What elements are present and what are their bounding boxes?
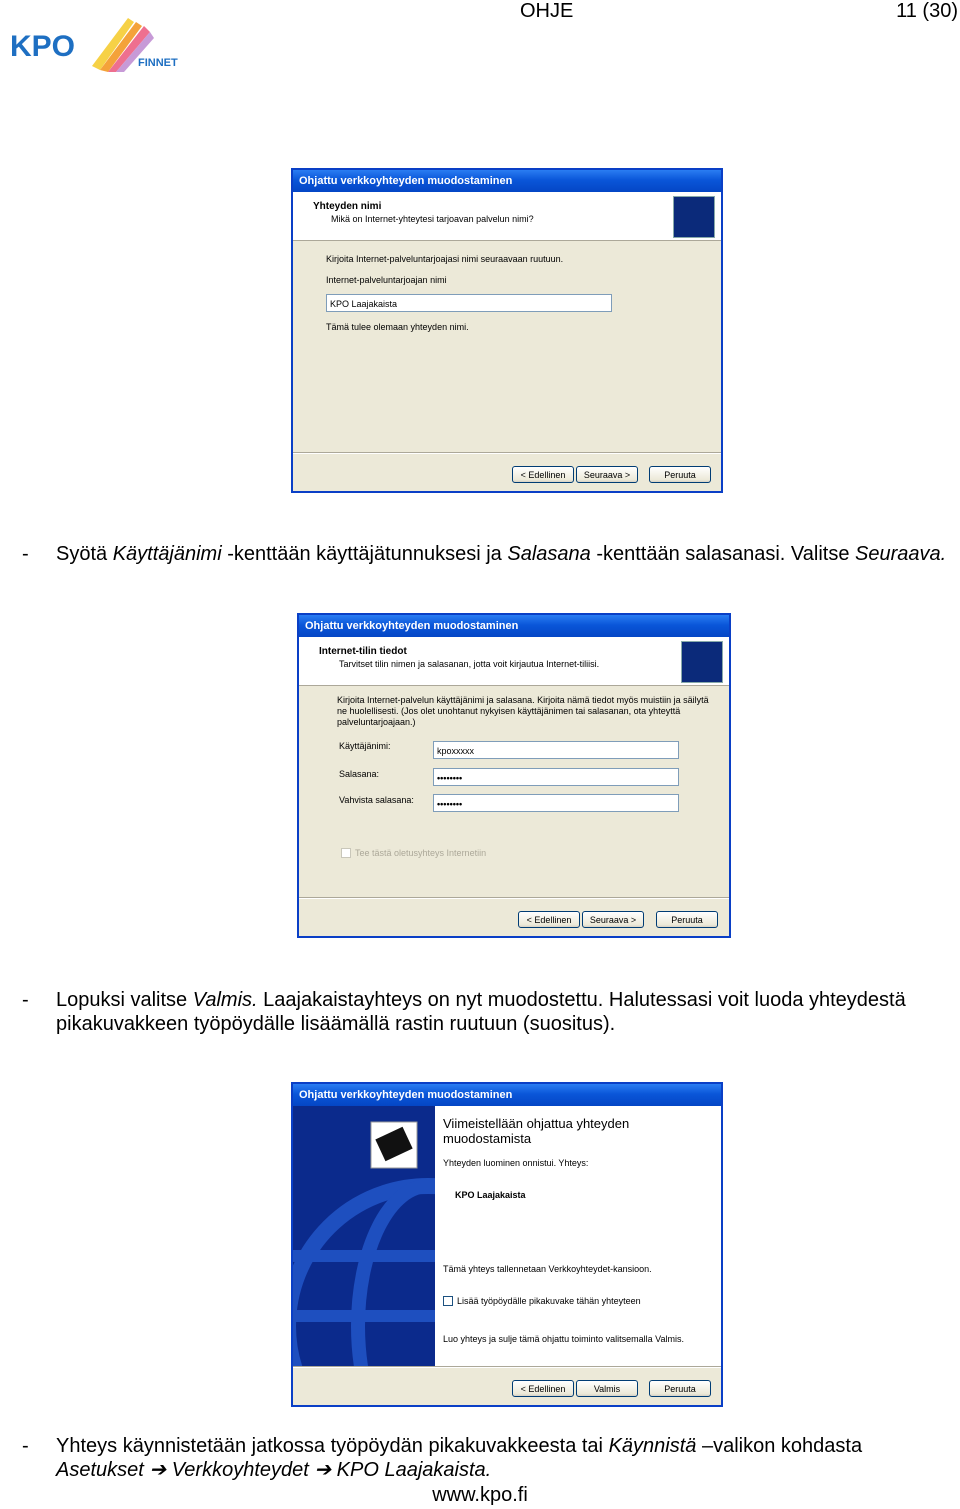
finish-button[interactable]: Valmis xyxy=(576,1380,638,1397)
wizard-dialog-account-info xyxy=(297,613,731,938)
footer-url[interactable]: www.kpo.fi xyxy=(432,1484,528,1506)
confirm-password-input[interactable]: •••••••• xyxy=(433,794,679,812)
saved-info-text: Tämä yhteys tallennetaan Verkkoyhteydet-kansioon. xyxy=(443,1264,652,1274)
banner-title: Internet-tilin tiedot xyxy=(319,646,407,657)
isp-name-label: Internet-palveluntarjoajan nimi xyxy=(326,275,447,285)
finish-content xyxy=(435,1106,721,1366)
instruction-paragraph-2: - Lopuksi valitse Valmis. Laajakaistayhteys on nyt muodostettu. Halutessasi voit luoda yhteydestä pikakuvakkeen työpöydälle lisäämällä rastin ruutuun (suositus). xyxy=(22,989,906,1035)
instruction-text: Kirjoita Internet-palveluntarjoajasi nimi seuraavaan ruutuun. xyxy=(326,254,564,264)
isp-name-input[interactable]: KPO Laajakaista xyxy=(326,294,612,312)
instruction-text: Kirjoita Internet-palvelun käyttäjänimi ja salasana. Kirjoita nämä tiedot myös muistiin ja säilytä ne huolellisesti. (Jos olet unohtanut nykyisen käyttäjänimen tai salasanan, ota yhteyttä palveluntarjoajaan.) xyxy=(337,695,709,727)
cancel-button[interactable]: Peruuta xyxy=(649,1380,711,1397)
wizard-dialog-finish xyxy=(291,1082,723,1407)
page-number: 11 (30) xyxy=(896,0,958,22)
banner-subtitle: Tarvitset tilin nimen ja salasanan, jotta voit kirjautua Internet-tiliisi. xyxy=(339,659,600,669)
banner-subtitle: Mikä on Internet-yhteytesi tarjoavan palvelun nimi? xyxy=(331,214,534,224)
password-input[interactable]: •••••••• xyxy=(433,768,679,786)
window-title: Ohjattu verkkoyhteyden muodostaminen xyxy=(293,1084,721,1106)
bullet-dash: - xyxy=(22,1435,29,1457)
network-connection-icon xyxy=(681,641,723,683)
bullet-dash: - xyxy=(22,989,29,1011)
logo-text: KPO xyxy=(10,30,76,63)
connection-name: KPO Laajakaista xyxy=(455,1190,526,1200)
globe-side-panel xyxy=(293,1106,435,1366)
back-button[interactable]: < Edellinen xyxy=(512,1380,574,1397)
separator xyxy=(293,452,721,454)
default-connection-checkbox[interactable] xyxy=(341,848,351,858)
back-button[interactable]: < Edellinen xyxy=(512,466,574,483)
finish-heading: Viimeistellään ohjattua yhteyden muodostamista xyxy=(443,1116,630,1146)
window-title: Ohjattu verkkoyhteyden muodostaminen xyxy=(293,170,721,192)
success-text: Yhteyden luominen onnistui. Yhteys: xyxy=(443,1158,589,1168)
instruction-paragraph-1: - Syötä Käyttäjänimi -kenttään käyttäjätunnuksesi ja Salasana -kenttään salasanasi. Valitse Seuraava. xyxy=(22,543,947,565)
next-button[interactable]: Seuraava > xyxy=(576,466,638,483)
separator xyxy=(299,897,729,899)
banner-title: Yhteyden nimi xyxy=(313,201,382,212)
wizard-banner xyxy=(299,637,729,686)
password-label: Salasana: xyxy=(339,769,380,779)
default-connection-label: Tee tästä oletusyhteys Internetiin xyxy=(355,848,487,858)
confirm-password-label: Vahvista salasana: xyxy=(339,795,414,805)
instruction-paragraph-3: - Yhteys käynnistetään jatkossa työpöydän pikakuvakkeesta tai Käynnistä –valikon kohdasta Asetukset ➔ Verkkoyhteydet ➔ KPO Laajakaista. xyxy=(22,1435,863,1481)
hint-text: Tämä tulee olemaan yhteyden nimi. xyxy=(326,322,469,332)
close-hint-text: Luo yhteys ja sulje tämä ohjattu toiminto valitsemalla Valmis. xyxy=(443,1334,684,1344)
username-label: Käyttäjänimi: xyxy=(339,741,391,751)
wizard-banner xyxy=(293,192,721,241)
document-type: OHJE xyxy=(520,0,574,22)
separator xyxy=(293,1366,721,1368)
window-title: Ohjattu verkkoyhteyden muodostaminen xyxy=(299,615,729,637)
wizard-dialog-connection-name xyxy=(291,168,723,493)
cancel-button[interactable]: Peruuta xyxy=(649,466,711,483)
desktop-shortcut-label: Lisää työpöydälle pikakuvake tähän yhteyteen xyxy=(457,1296,641,1306)
username-input[interactable]: kpoxxxxx xyxy=(433,741,679,759)
bullet-dash: - xyxy=(22,543,29,565)
kpo-finnet-logo xyxy=(10,12,190,74)
logo-sub-text: FINNET xyxy=(138,57,178,69)
desktop-shortcut-checkbox[interactable] xyxy=(443,1296,453,1306)
network-connection-icon xyxy=(673,196,715,238)
back-button[interactable]: < Edellinen xyxy=(518,911,580,928)
next-button[interactable]: Seuraava > xyxy=(582,911,644,928)
cancel-button[interactable]: Peruuta xyxy=(656,911,718,928)
